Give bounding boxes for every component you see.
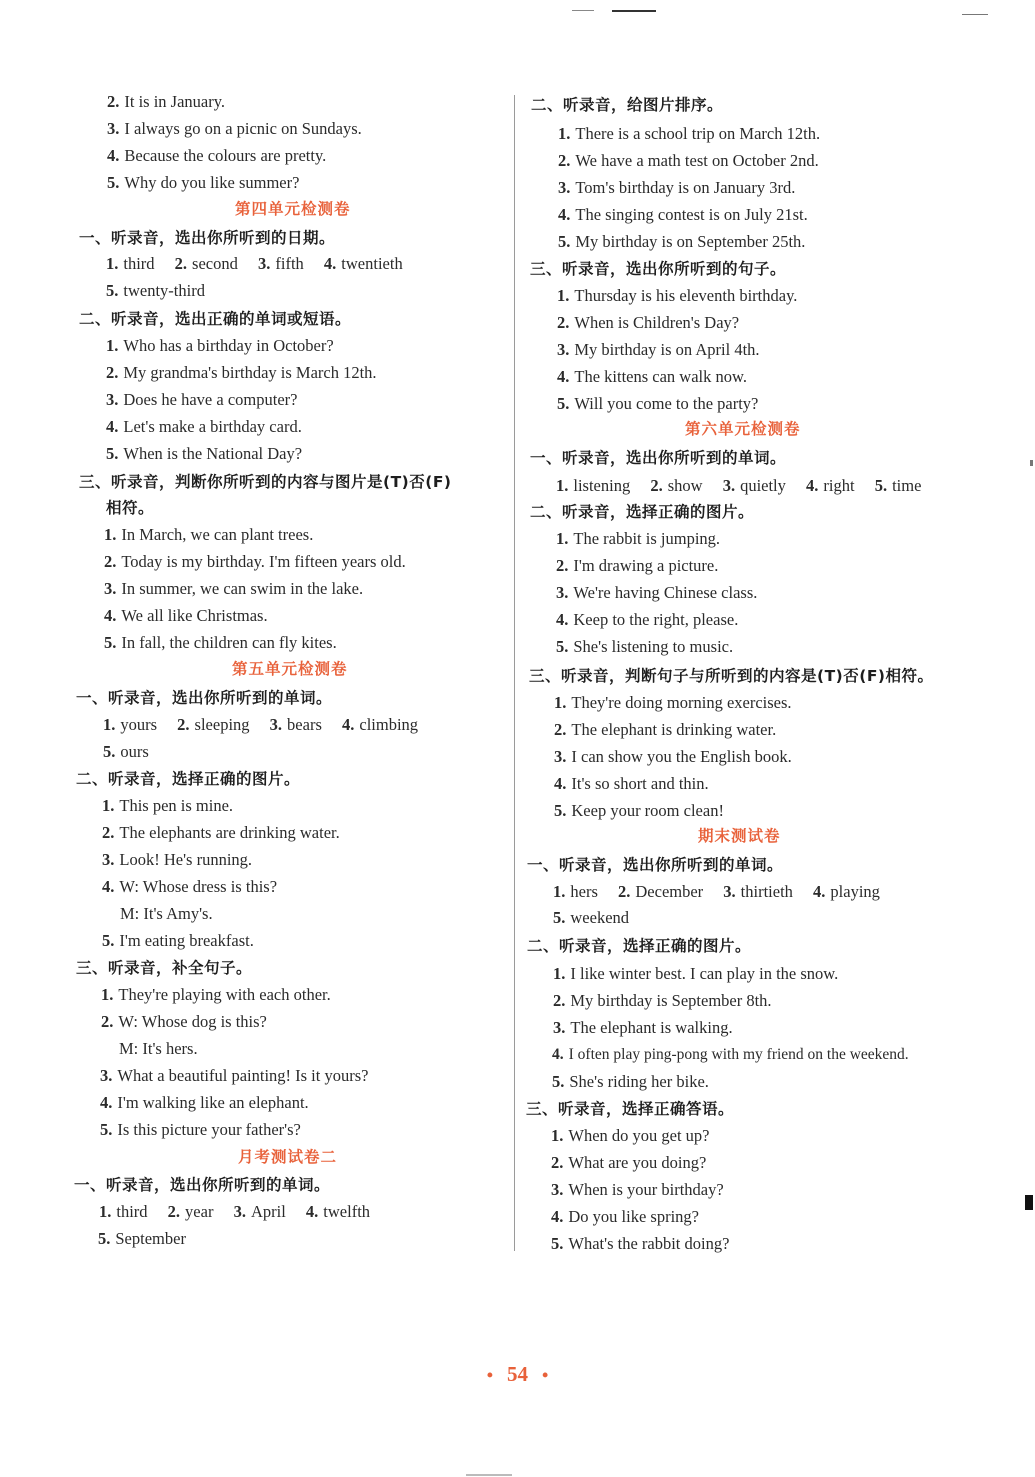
unit-title: 第六单元检测卷 (685, 420, 801, 438)
word-row: 1. yours 2. sleeping 3. bears 4. climbing (103, 715, 419, 734)
answer-line: 5. My birthday is on September 25th. (558, 232, 806, 251)
answer-line: 3. Look! He's running. (102, 850, 253, 869)
answer-line: M: It's Amy's. (120, 904, 213, 923)
answer-line: 4. The singing contest is on July 21st. (558, 205, 808, 224)
answer-line: 4. Because the colours are pretty. (107, 146, 327, 165)
answer-line: 3. I always go on a picnic on Sundays. (107, 119, 362, 138)
section-heading: 三、听录音，判断你所听到的内容与图片是(T)否(F) (79, 473, 452, 491)
word-row: 1. listening 2. show 3. quietly 4. right 5. time (556, 476, 922, 495)
column-divider (514, 95, 515, 1251)
answer-line: 3. My birthday is on April 4th. (557, 340, 760, 359)
answer-line: 2. It is in January. (107, 92, 226, 111)
answer-line: 5. Keep your room clean! (554, 801, 724, 820)
section-heading: 三、听录音，选出你所听到的句子。 (530, 260, 787, 278)
section-heading: 二、听录音，给图片排序。 (531, 96, 724, 114)
answer-line: 1. When do you get up? (551, 1126, 710, 1145)
answer-line: 1. The rabbit is jumping. (556, 529, 721, 548)
scan-top-marks (0, 8, 1035, 18)
section-heading: 三、听录音，补全句子。 (76, 959, 253, 977)
answer-line: 1. Thursday is his eleventh birthday. (557, 286, 798, 305)
answer-line: 5. Why do you like summer? (107, 173, 300, 192)
answer-line: 4. W: Whose dress is this? (102, 877, 278, 896)
section-heading: 一、听录音，选出你所听到的单词。 (527, 856, 784, 874)
word-row: 1. third 2. year 3. April 4. twelfth (99, 1202, 371, 1221)
answer-line: 2. We have a math test on October 2nd. (558, 151, 819, 170)
answer-line: M: It's hers. (119, 1039, 198, 1058)
section-heading: 三、听录音，选择正确答语。 (526, 1100, 735, 1118)
answer-line: 1. Who has a birthday in October? (106, 336, 334, 355)
page-dot-left: • (486, 1365, 493, 1385)
answer-line: 4. The kittens can walk now. (557, 367, 747, 386)
answer-line: 5. I'm eating breakfast. (102, 931, 254, 950)
unit-title: 月考测试卷二 (238, 1148, 338, 1166)
section-heading: 二、听录音，选择正确的图片。 (527, 937, 752, 955)
answer-line: 5. When is the National Day? (106, 444, 303, 463)
answer-line: 3. Tom's birthday is on January 3rd. (558, 178, 796, 197)
answer-line: 1. I like winter best. I can play in the snow. (553, 964, 839, 983)
answer-line: 1. There is a school trip on March 12th. (558, 124, 821, 143)
answer-line: 2. W: Whose dog is this? (101, 1012, 267, 1031)
answer-line: 5. Is this picture your father's? (100, 1120, 301, 1139)
answer-line: 2. Today is my birthday. I'm fifteen years old. (104, 552, 406, 571)
section-heading: 一、听录音，选出你所听到的单词。 (530, 449, 787, 467)
answer-line: 4. I'm walking like an elephant. (100, 1093, 309, 1112)
section-heading: 一、听录音，选出你所听到的单词。 (76, 689, 333, 707)
unit-title: 第五单元检测卷 (232, 660, 348, 678)
answer-line: 5. In fall, the children can fly kites. (104, 633, 337, 652)
answer-line: 4. Let's make a birthday card. (106, 417, 302, 436)
answer-line: 2. The elephant is drinking water. (554, 720, 777, 739)
answer-line: 2. My birthday is September 8th. (553, 991, 772, 1010)
answer-line: 1. They're doing morning exercises. (554, 693, 792, 712)
answer-line: 2. I'm drawing a picture. (556, 556, 719, 575)
answer-line: 2. When is Children's Day? (557, 313, 740, 332)
unit-title: 第四单元检测卷 (235, 200, 351, 218)
answer-line: 5. She's riding her bike. (552, 1072, 709, 1091)
scan-edge-mark (1030, 460, 1033, 466)
section-heading: 二、听录音，选出正确的单词或短语。 (79, 310, 352, 328)
answer-line: 3. The elephant is walking. (553, 1018, 733, 1037)
answer-line: 5. She's listening to music. (556, 637, 734, 656)
scan-edge-block (1025, 1195, 1033, 1210)
answer-line: 3. When is your birthday? (551, 1180, 724, 1199)
answer-line: 4. It's so short and thin. (554, 774, 709, 793)
answer-line: 3. What a beautiful painting! Is it yours? (100, 1066, 369, 1085)
word-row: 1. hers 2. December 3. thirtieth 4. playing (553, 882, 880, 901)
answer-line: 3. We're having Chinese class. (556, 583, 758, 602)
section-heading: 一、听录音，选出你所听到的日期。 (79, 229, 336, 247)
answer-line: 2. What are you doing? (551, 1153, 707, 1172)
page-number-value: 54 (507, 1362, 528, 1386)
word-row: 5. twenty-third (106, 281, 205, 300)
section-heading: 二、听录音，选择正确的图片。 (76, 770, 301, 788)
page-number (0, 1362, 1035, 1387)
scan-bottom-mark (466, 1474, 512, 1476)
section-heading: 二、听录音，选择正确的图片。 (530, 503, 755, 521)
word-row: 5. weekend (553, 908, 630, 927)
answer-line: 3. I can show you the English book. (554, 747, 792, 766)
answer-line: 4. We all like Christmas. (104, 606, 268, 625)
answer-line: 2. My grandma's birthday is March 12th. (106, 363, 377, 382)
word-row: 5. ours (103, 742, 149, 761)
answer-line: 5. What's the rabbit doing? (551, 1234, 730, 1253)
section-heading-cont: 相符。 (106, 499, 155, 517)
section-heading: 一、听录音，选出你所听到的单词。 (74, 1176, 331, 1194)
answer-line: 3. Does he have a computer? (106, 390, 298, 409)
answer-line: 1. This pen is mine. (102, 796, 234, 815)
answer-line: 1. In March, we can plant trees. (104, 525, 314, 544)
answer-line: 4. Do you like spring? (551, 1207, 699, 1226)
answer-line: 4. I often play ping-pong with my friend on the weekend. (552, 1046, 909, 1063)
section-heading: 三、听录音，判断句子与所听到的内容是(T)否(F)相符。 (529, 667, 934, 685)
answer-line: 5. Will you come to the party? (557, 394, 759, 413)
answer-line: 1. They're playing with each other. (101, 985, 331, 1004)
answer-line: 2. The elephants are drinking water. (102, 823, 340, 842)
unit-title: 期末测试卷 (698, 827, 781, 845)
answer-line: 3. In summer, we can swim in the lake. (104, 579, 364, 598)
answer-line: 4. Keep to the right, please. (556, 610, 739, 629)
page-dot-right: • (542, 1365, 549, 1385)
word-row: 1. third 2. second 3. fifth 4. twentieth (106, 254, 403, 273)
word-row: 5. September (98, 1229, 186, 1248)
